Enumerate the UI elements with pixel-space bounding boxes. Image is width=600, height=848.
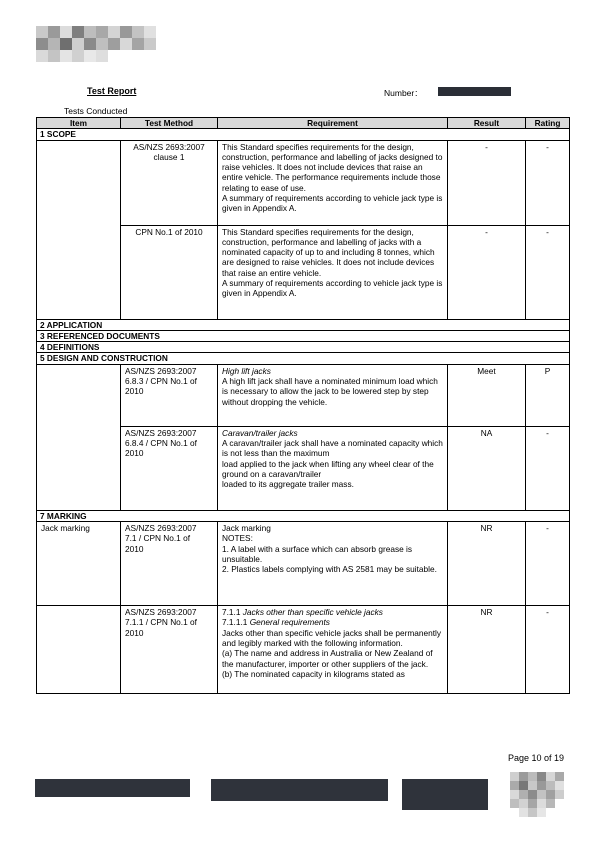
section-heading-row — [37, 353, 570, 364]
section-heading-row — [37, 342, 570, 353]
rating-cell: P — [526, 364, 570, 426]
result-cell: NA — [448, 426, 526, 510]
requirement-cell — [218, 426, 448, 510]
section-heading-row — [37, 330, 570, 341]
method-cell: AS/NZS 2693:2007 6.8.3 / CPN No.1 of 2010 — [121, 364, 218, 426]
requirement-cell — [218, 225, 448, 319]
section-heading: 5 DESIGN AND CONSTRUCTION — [37, 353, 570, 364]
rating-cell: - — [526, 426, 570, 510]
table-row — [37, 364, 570, 426]
requirement-title: High lift jacks — [222, 365, 271, 376]
section-heading: 4 DEFINITIONS — [37, 342, 570, 353]
column-header: Item — [37, 118, 121, 129]
rating-cell: - — [526, 522, 570, 606]
method-cell: AS/NZS 2693:2007 6.8.4 / CPN No.1 of 2010 — [121, 426, 218, 510]
method-cell: AS/NZS 2693:2007 7.1 / CPN No.1 of 2010 — [121, 522, 218, 606]
requirement-text: A high lift jack shall have a nominated minimum load which is necessary to allow the jack to be lowered step by step without dropping the vehicle. — [222, 376, 438, 407]
method-cell: CPN No.1 of 2010 — [121, 225, 218, 319]
table-row — [37, 606, 570, 694]
requirement-cell — [218, 364, 448, 426]
item-cell — [37, 225, 121, 319]
item-cell — [37, 426, 121, 510]
clause-title: General requirements — [249, 617, 330, 628]
rating-cell: - — [526, 225, 570, 319]
result-cell: - — [448, 140, 526, 225]
column-header: Rating — [526, 118, 570, 129]
footer-redacted-block — [402, 779, 488, 810]
footer-redacted-block — [35, 779, 190, 797]
requirement-title: Caravan/trailer jacks — [222, 427, 298, 438]
table-header-row — [37, 118, 570, 129]
item-cell — [37, 606, 121, 694]
result-cell: - — [448, 225, 526, 319]
section-heading: 1 SCOPE — [37, 129, 570, 140]
column-header: Result — [448, 118, 526, 129]
result-cell: NR — [448, 522, 526, 606]
report-title: Test Report — [87, 86, 137, 96]
footer-redacted-block — [211, 779, 388, 801]
test-results-table — [36, 117, 570, 694]
table-row — [37, 140, 570, 225]
result-cell: NR — [448, 606, 526, 694]
method-cell: AS/NZS 2693:2007 clause 1 — [121, 140, 218, 225]
section-heading-row — [37, 510, 570, 521]
item-cell — [37, 140, 121, 225]
requirement-text: Jack marking NOTES: 1. A label with a surface which can absorb grease is unsuitable. 2. Plastics labels complying with AS 2581 may be suitable. — [222, 523, 437, 575]
page-number: Page 10 of 19 — [508, 753, 565, 763]
rating-cell: - — [526, 606, 570, 694]
report-number-label: Number： — [384, 88, 423, 98]
report-number-redacted — [438, 87, 511, 96]
section-heading: 7 MARKING — [37, 510, 570, 521]
requirement-subheading — [222, 617, 443, 627]
item-cell — [37, 364, 121, 426]
table-row — [37, 522, 570, 606]
section-heading-row — [37, 319, 570, 330]
requirement-text: This Standard specifies requirements for the design, construction, performance and labelling of jacks with a nominated capacity of up to and including 8 tonnes, which are designed to raise vehicles. It does not include devices that raise an entire vehicle. A summary of requirements according to vehicle jack type is given in Appendix A. — [222, 226, 443, 299]
section-heading-row — [37, 129, 570, 140]
item-text: Jack marking — [41, 523, 90, 534]
requirement-text: This Standard specifies requirements for the design, construction, performance and labelling of jacks designed to raise vehicles. It does not include devices that raise an entire vehicle. The performance requirements include those relating to ease of use. A summary of requirements according to vehicle jack type is given in Appendix A. — [222, 141, 443, 214]
clause-number: 7.1.1 — [222, 607, 243, 618]
item-cell — [37, 522, 121, 606]
requirement-subheading — [222, 607, 443, 617]
column-header: Test Method — [121, 118, 218, 129]
section-caption: Tests Conducted — [64, 106, 128, 116]
rating-cell: - — [526, 140, 570, 225]
clause-number: 7.1.1.1 — [222, 617, 250, 628]
column-header: Requirement — [218, 118, 448, 129]
method-cell: AS/NZS 2693:2007 7.1.1 / CPN No.1 of 2010 — [121, 606, 218, 694]
requirement-text: A caravan/trailer jack shall have a nominated capacity which is not less than the maximum load applied to the jack when lifting any wheel clear of the ground on a caravan/trailer loaded to its aggregate trailer mass. — [222, 438, 443, 490]
table-row — [37, 225, 570, 319]
result-cell: Meet — [448, 364, 526, 426]
requirement-cell — [218, 522, 448, 606]
requirement-cell — [218, 140, 448, 225]
requirement-text: Jacks other than specific vehicle jacks shall be permanently and legibly marked with the following information. (a) The name and address in Australia or New Zealand of the manufacturer, importer or other suppliers of the jack. (b) The nominated capacity in kilograms stated as — [222, 627, 442, 679]
stamp-mark — [510, 772, 564, 820]
company-logo — [36, 26, 156, 68]
requirement-cell — [218, 606, 448, 694]
section-heading: 3 REFERENCED DOCUMENTS — [37, 330, 570, 341]
section-heading: 2 APPLICATION — [37, 319, 570, 330]
clause-title: Jacks other than specific vehicle jacks — [242, 607, 383, 618]
table-row — [37, 426, 570, 510]
